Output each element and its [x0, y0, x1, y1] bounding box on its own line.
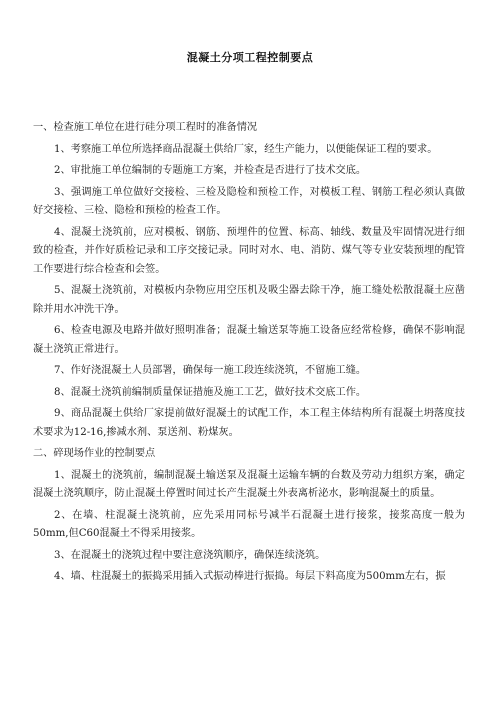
paragraph-1-4: 4、混凝土浇筑前，应对模板、钢筋、预埋件的位置、标高、轴线、数量及牢固情况进行细致的检查，并作好质检记录和工序交接记录。同时对水、电、消防、煤气等专业安装预埋的配管工作要进行综合检查和会签。	[33, 226, 465, 275]
paragraph-2-4: 4、墙、柱混凝土的振捣采用插入式振动棒进行振捣。每层下料高度为500mm左右，振	[54, 571, 446, 582]
document-title: 混凝土分项工程控制要点	[186, 51, 314, 64]
section-heading-1: 一、检查施工单位在进行硅分项工程时的准备情况	[33, 122, 258, 133]
section-heading-2: 二、碎现场作业的控制要点	[33, 448, 156, 459]
paragraph-1-5: 5、混凝土浇筑前，对模板内杂物应用空压机及吸尘器去除干净，施工缝处松散混凝土应凿除并用水冲洗干净。	[33, 285, 465, 315]
paragraph-2-1: 1、混凝土的浇筑前，编制混凝土输送泵及混凝土运输车辆的台数及劳动力组织方案，确定混凝土浇筑顺序，防止混凝土停置时间过长产生混凝土外表离析泌水，影响混凝土的质量。	[33, 469, 465, 499]
paragraph-2-2: 2、在墙、柱混凝土浇筑前，应先采用同标号减半石混凝土进行接浆，接浆高度一般为50mm,但C60混凝土不得采用接浆。	[33, 509, 465, 539]
paragraph-1-7: 7、作好浇混凝土人员部署，确保每一施工段连续浇筑，不留施工缝。	[54, 365, 367, 376]
paragraph-1-8: 8、混凝土浇筑前编制质量保证措施及施工工艺，做好技术交底工作。	[54, 386, 367, 398]
paragraph-2-3: 3、在混凝土的浇筑过程中要注意浇筑顺序，确保连续浇筑。	[54, 549, 326, 561]
paragraph-1-1: 1、考察施工单位所选择商品混凝土供给厂家，经生产能力，以便能保证工程的要求。	[54, 143, 438, 155]
document-body	[33, 119, 465, 590]
paragraph-1-6: 6、检查电源及电路并做好照明准备；混凝土输送泵等施工设备应经常检修，确保不影响混凝土浇筑正常进行。	[33, 325, 465, 355]
paragraph-1-9: 9、商品混凝土供给厂家提前做好混凝土的试配工作，本工程主体结构所有混凝土坍落度技术要求为12-16,掺减水剂、泵送剂、粉煤灰。	[33, 408, 465, 438]
paragraph-1-2: 2、审批施工单位编制的专题施工方案，并检查是否进行了技术交底。	[54, 165, 367, 176]
paragraph-1-3: 3、强调施工单位做好交接检、三检及隐检和预检工作，对模板工程、钢筋工程必须认真做好交接检、三检、隐检和预检的检查工作。	[33, 186, 465, 216]
